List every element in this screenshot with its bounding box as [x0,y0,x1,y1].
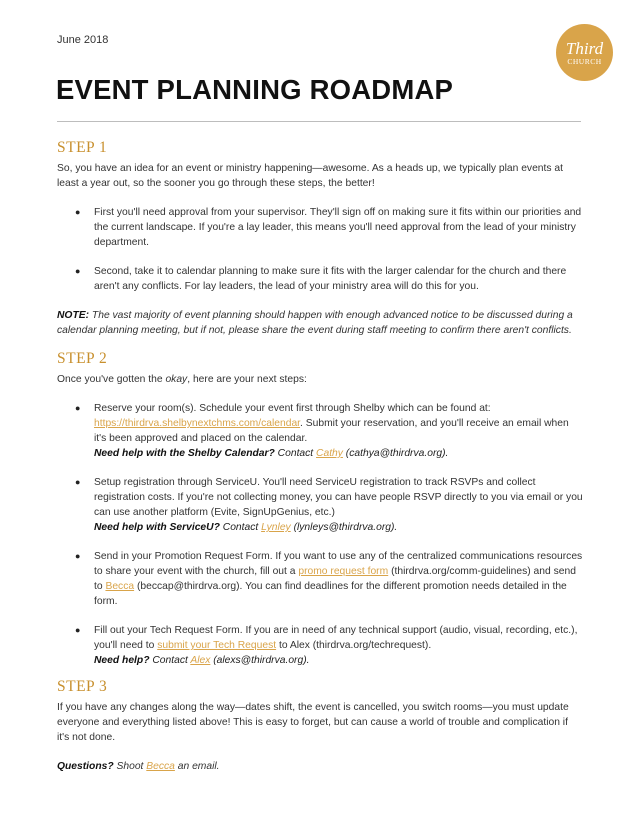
step-2-list [57,401,583,668]
spacer [57,294,583,308]
tech-request-link[interactable]: submit your Tech Request [157,640,277,651]
questions-line [57,759,583,774]
cathy-link[interactable]: Cathy [316,448,343,459]
bullet-text: (beccap@thirdrva.org). You can find deadlines for the different promotion needs detailed in the form. [94,581,567,607]
bullet-text: (thirdrva.org/comm-guidelines) and send to [94,566,576,592]
questions-label: Questions? [57,761,114,772]
spacer [57,387,583,401]
step-3-body: If you have any changes along the way—dates shift, the event is cancelled, you switch rooms—you must update everyone and everything listed above! This is easy to forget, but can cause a world of trouble and complication if it's not done. [57,702,569,743]
bullet-text: Setup registration through ServiceU. You'll need ServiceU registration to track RSVPs and collect registration costs. If you're not collecting money, you can have people RSVP directly to you via email or you can use another platform (Evite, SignUpGenius, etc.) [94,477,583,518]
document-date: June 2018 [57,34,109,46]
help-question: Need help with ServiceU? [94,522,220,533]
questions-text: Shoot [113,761,147,772]
promo-request-form-link[interactable]: promo request form [298,566,389,577]
logo-line-2: CHURCH [567,56,602,66]
intro-text-b: , here are your next steps: [187,374,307,385]
bullet-text: Reserve your room(s). Schedule your event first through Shelby which can be found at: [94,403,491,414]
list-item [57,549,583,609]
list-item [57,401,583,461]
alex-link[interactable]: Alex [190,655,211,666]
step-1-bullet-2: Second, take it to calendar planning to make sure it fits with the larger calendar for the church and there aren't any conflicts. For lay leaders, the lead of your ministry area will do this for you. [94,266,567,292]
step-2-intro [57,372,583,387]
page-title: EVENT PLANNING ROADMAP [56,74,454,105]
step-1-intro: So, you have an idea for an event or ministry happening—awesome. As a heads up, we typically plan events at least a year out, so the sooner you go through these steps, the better! [57,163,563,189]
help-contact: Contact [149,655,191,666]
document-body [57,131,583,774]
bullet-icon: ● [75,625,81,635]
step-2-heading: STEP 2 [57,350,108,367]
lynley-link[interactable]: Lynley [261,522,291,533]
spacer [57,191,583,205]
title-divider [57,121,581,122]
help-question: Need help? [94,655,150,666]
intro-okay: okay [165,374,188,385]
bullet-text: to Alex (thirdrva.org/techrequest). [276,640,432,651]
bullet-text: . Submit your reservation, and you'll receive an email when it's been approved and placed on the calendar. [94,418,569,444]
third-church-logo [556,24,613,81]
bullet-icon: ● [75,403,81,413]
bullet-icon: ● [75,266,81,276]
becca-email-link[interactable]: Becca [146,761,175,772]
bullet-icon: ● [75,207,81,217]
help-contact: Contact [274,448,317,459]
bullet-text: Send in your Promotion Request Form. If you want to use any of the centralized communications resources to share your event with the church, fill out a [94,551,583,577]
help-line [94,522,397,533]
step-1-bullet-1: First you'll need approval from your supervisor. They'll sign off on making sure it fits within our priorities and the current landscape. If you're a lay leader, this means you'll need approval from the lead of your ministry department. [94,207,582,248]
help-line [94,655,310,666]
shelby-calendar-link[interactable]: https://thirdrva.shelbynextchms.com/calendar [94,418,301,429]
list-item [57,475,583,535]
step-3-heading: STEP 3 [57,678,108,695]
becca-link[interactable]: Becca [105,581,135,592]
step-1-heading: STEP 1 [57,139,108,156]
note-text: The vast majority of event planning should happen with enough advanced notice to be discussed during a calendar planning meeting, but if not, please share the event during staff meeting to confirm there aren't conflicts. [57,310,573,336]
help-email: (lynleys@thirdrva.org). [290,522,398,533]
step-1-list [57,205,583,294]
list-item [57,205,583,250]
help-email: (cathya@thirdrva.org). [342,448,449,459]
help-email: (alexs@thirdrva.org). [210,655,310,666]
questions-text: an email. [174,761,220,772]
help-contact: Contact [219,522,262,533]
list-item [57,264,583,294]
spacer [57,745,583,759]
help-question: Need help with the Shelby Calendar? [94,448,275,459]
bullet-text: Fill out your Tech Request Form. If you are in need of any technical support (audio, visual, recording, etc.), you'll need to [94,625,578,651]
bullet-icon: ● [75,477,81,487]
logo-line-1: Third [565,38,604,58]
intro-text-a: Once you've gotten the [57,374,166,385]
step-1-note [57,308,583,338]
list-item [57,623,583,668]
bullet-icon: ● [75,551,81,561]
help-line [94,448,448,459]
note-label: NOTE: [57,310,90,321]
